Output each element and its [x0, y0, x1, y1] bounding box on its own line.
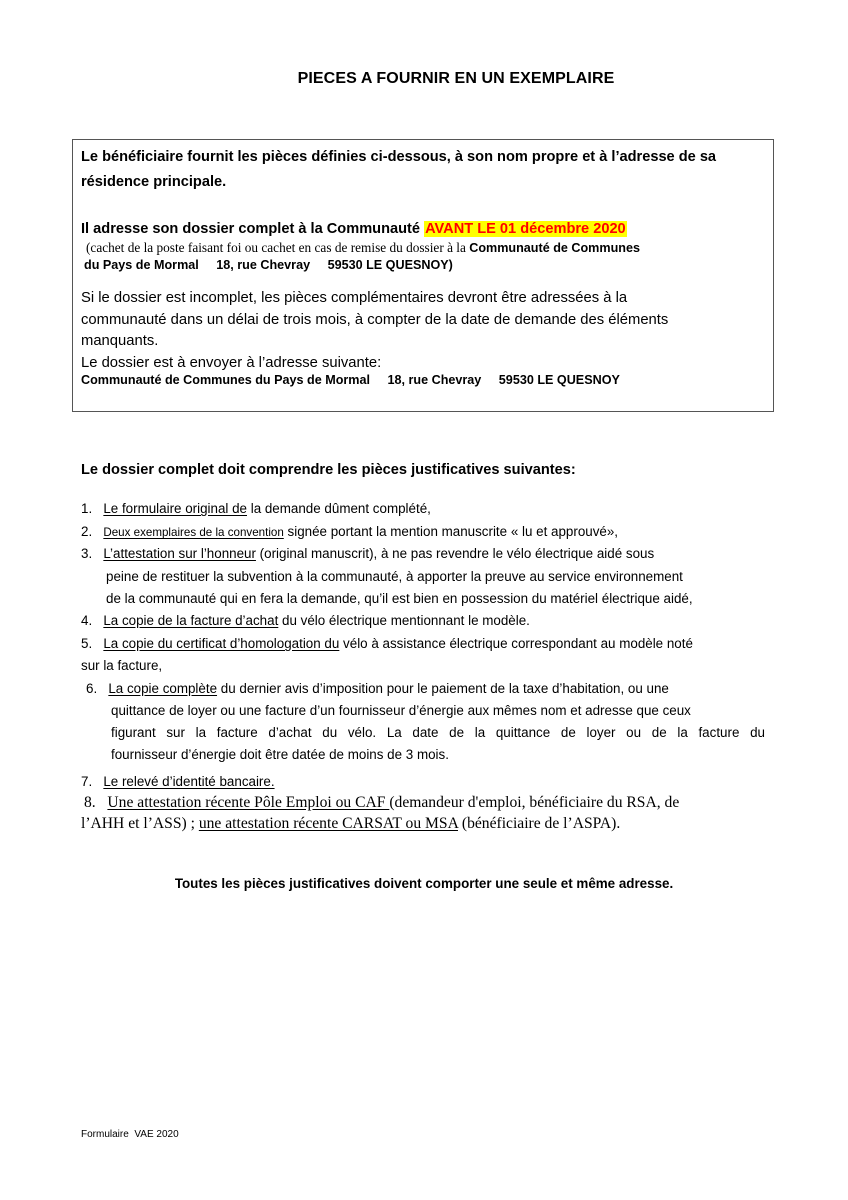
- item-number: 4.: [81, 613, 93, 628]
- list-item-6-line-3: figurant sur la facture d’achat du vélo. La date de la quittance de loyer ou de la facture du: [111, 725, 765, 740]
- list-item-2: [81, 524, 618, 539]
- item-8-text-1: (demandeur d'emploi, bénéficiaire du RSA, de: [389, 794, 680, 811]
- item-number: 5.: [81, 636, 93, 651]
- list-item-4: [81, 613, 530, 628]
- list-item-3: [81, 546, 654, 561]
- item-4-text: du vélo électrique mentionnant le modèle.: [278, 613, 530, 628]
- item-number: 8.: [84, 794, 96, 811]
- list-item-6-line-2: quittance de loyer ou une facture d’un fournisseur d’énergie aux mêmes nom et adresse que ceux: [111, 703, 691, 718]
- item-8-text-2b: (bénéficiaire de l’ASPA).: [457, 815, 621, 832]
- list-item-6-line-4: fournisseur d’énergie doit être datée de moins de 3 mois.: [111, 747, 449, 762]
- item-number: 1.: [81, 501, 93, 516]
- incomplete-line-3: manquants.: [81, 333, 159, 349]
- item-2-text: signée portant la mention manuscrite « lu et approuvé»,: [283, 524, 619, 539]
- list-item-8: [84, 794, 679, 812]
- item-number: 3.: [81, 546, 93, 561]
- item-4-title: La copie de la facture d’achat: [103, 613, 279, 628]
- list-item-3-line-2: peine de restituer la subvention à la communauté, à apporter la preuve au service environnement: [106, 569, 683, 584]
- incomplete-paragraph: [81, 288, 668, 374]
- item-2-title: Deux exemplaires de la convention: [103, 526, 284, 539]
- deadline-highlight: AVANT LE 01 décembre 2020: [425, 221, 626, 237]
- item-5-text: vélo à assistance électrique correspondant au modèle noté: [339, 636, 693, 651]
- list-item-8-line-2: [81, 815, 620, 833]
- page-title: PIECES A FOURNIR EN UN EXEMPLAIRE: [297, 70, 615, 87]
- list-item-7: [81, 774, 275, 789]
- intro-line-1: Le bénéficiaire fournit les pièces définies ci-dessous, à son nom propre et à l’adresse de sa: [81, 149, 717, 165]
- send-dossier-line: [81, 217, 627, 241]
- item-8-text-2a: l’AHH et l’ASS) ;: [81, 815, 199, 832]
- item-3-title: L’attestation sur l’honneur: [103, 546, 256, 561]
- list-item-3-line-3: de la communauté qui en fera la demande, qu’il est bien en possession du matériel électrique aidé,: [106, 591, 693, 606]
- closing-note: Toutes les pièces justificatives doivent comporter une seule et même adresse.: [174, 876, 674, 891]
- item-5-title: La copie du certificat d’homologation du: [103, 636, 340, 651]
- item-number: 7.: [81, 774, 93, 789]
- incomplete-line-2: communauté dans un délai de trois mois, à compter de la date de demande des éléments: [81, 311, 669, 328]
- item-number: 6.: [86, 681, 98, 696]
- list-item-6: [86, 681, 669, 696]
- item-7-title: Le relevé d’identité bancaire.: [103, 774, 275, 789]
- item-6-title: La copie complète: [108, 681, 218, 696]
- item-1-title: Le formulaire original de: [103, 501, 247, 516]
- cachet-address: du Pays de Mormal 18, rue Chevray 59530 LE QUESNOY): [84, 258, 453, 272]
- cachet-line: [86, 240, 640, 256]
- item-8-title-1: Une attestation récente Pôle Emploi ou CAF: [107, 794, 390, 811]
- list-item-1: [81, 501, 431, 516]
- list-item-5: [81, 636, 693, 651]
- cachet-prefix: (cachet de la poste faisant foi ou cachet en cas de remise du dossier à la: [86, 240, 470, 255]
- list-heading: Le dossier complet doit comprendre les pièces justificatives suivantes:: [81, 462, 576, 478]
- intro-line-2: résidence principale.: [81, 174, 227, 190]
- send-address: Communauté de Communes du Pays de Mormal 18, rue Chevray 59530 LE QUESNOY: [81, 373, 620, 387]
- item-1-text: la demande dûment complété,: [247, 501, 431, 516]
- send-prefix: Il adresse son dossier complet à la Communauté: [81, 221, 425, 237]
- item-6-text: du dernier avis d’imposition pour le paiement de la taxe d’habitation, ou une: [217, 681, 669, 696]
- footer-label: Formulaire VAE 2020: [81, 1129, 179, 1140]
- list-item-5-line-2: sur la facture,: [81, 658, 163, 673]
- send-to-line: Le dossier est à envoyer à l’adresse suivante:: [81, 354, 382, 371]
- incomplete-line-1: Si le dossier est incomplet, les pièces complémentaires devront être adressées à la: [81, 290, 628, 306]
- cachet-org: Communauté de Communes: [469, 241, 640, 255]
- item-8-title-2: une attestation récente CARSAT ou MSA: [198, 815, 458, 832]
- item-3-text: (original manuscrit), à ne pas revendre le vélo électrique aidé sous: [255, 546, 655, 561]
- item-number: 2.: [81, 524, 93, 539]
